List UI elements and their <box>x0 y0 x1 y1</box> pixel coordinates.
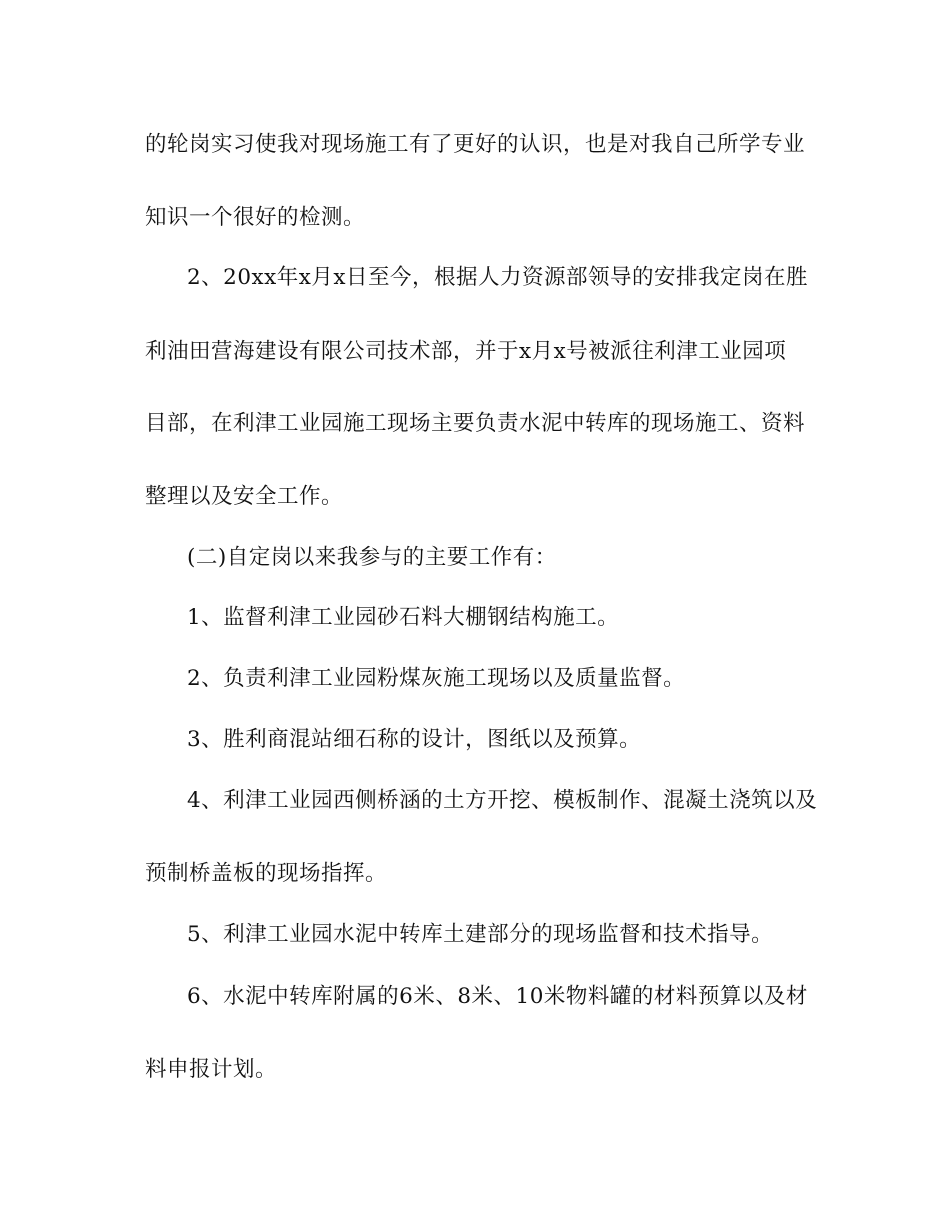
paragraph-line: 整理以及安全工作。 <box>145 484 344 509</box>
list-item-continuation: 料申报计划。 <box>145 1057 278 1082</box>
list-item: 3、胜利商混站细石称的设计，图纸以及预算。 <box>187 727 642 752</box>
list-item: 4、利津工业园西侧桥涵的土方开挖、模板制作、混凝土浇筑以及 <box>187 788 818 813</box>
paragraph-line: 目部，在利津工业园施工现场主要负责水泥中转库的现场施工、资料 <box>145 411 806 436</box>
list-item: 1、监督利津工业园砂石料大棚钢结构施工。 <box>187 605 620 630</box>
list-item: 6、水泥中转库附属的6米、8米、10米物料罐的材料预算以及材 <box>187 984 808 1009</box>
paragraph-line: 2、20xx年x月x日至今，根据人力资源部领导的安排我定岗在胜 <box>187 265 809 290</box>
paragraph-line: 知识一个很好的检测。 <box>145 205 366 230</box>
section-heading: (二)自定岗以来我参与的主要工作有： <box>187 545 557 570</box>
paragraph-line: 利油田营海建设有限公司技术部，并于x月x号被派往利津工业园项 <box>145 339 787 364</box>
list-item: 5、利津工业园水泥中转库土建部分的现场监督和技术指导。 <box>187 922 774 947</box>
list-item-continuation: 预制桥盖板的现场指挥。 <box>145 861 388 886</box>
paragraph-line: 的轮岗实习使我对现场施工有了更好的认识，也是对我自己所学专业 <box>145 132 806 157</box>
list-item: 2、负责利津工业园粉煤灰施工现场以及质量监督。 <box>187 666 686 691</box>
